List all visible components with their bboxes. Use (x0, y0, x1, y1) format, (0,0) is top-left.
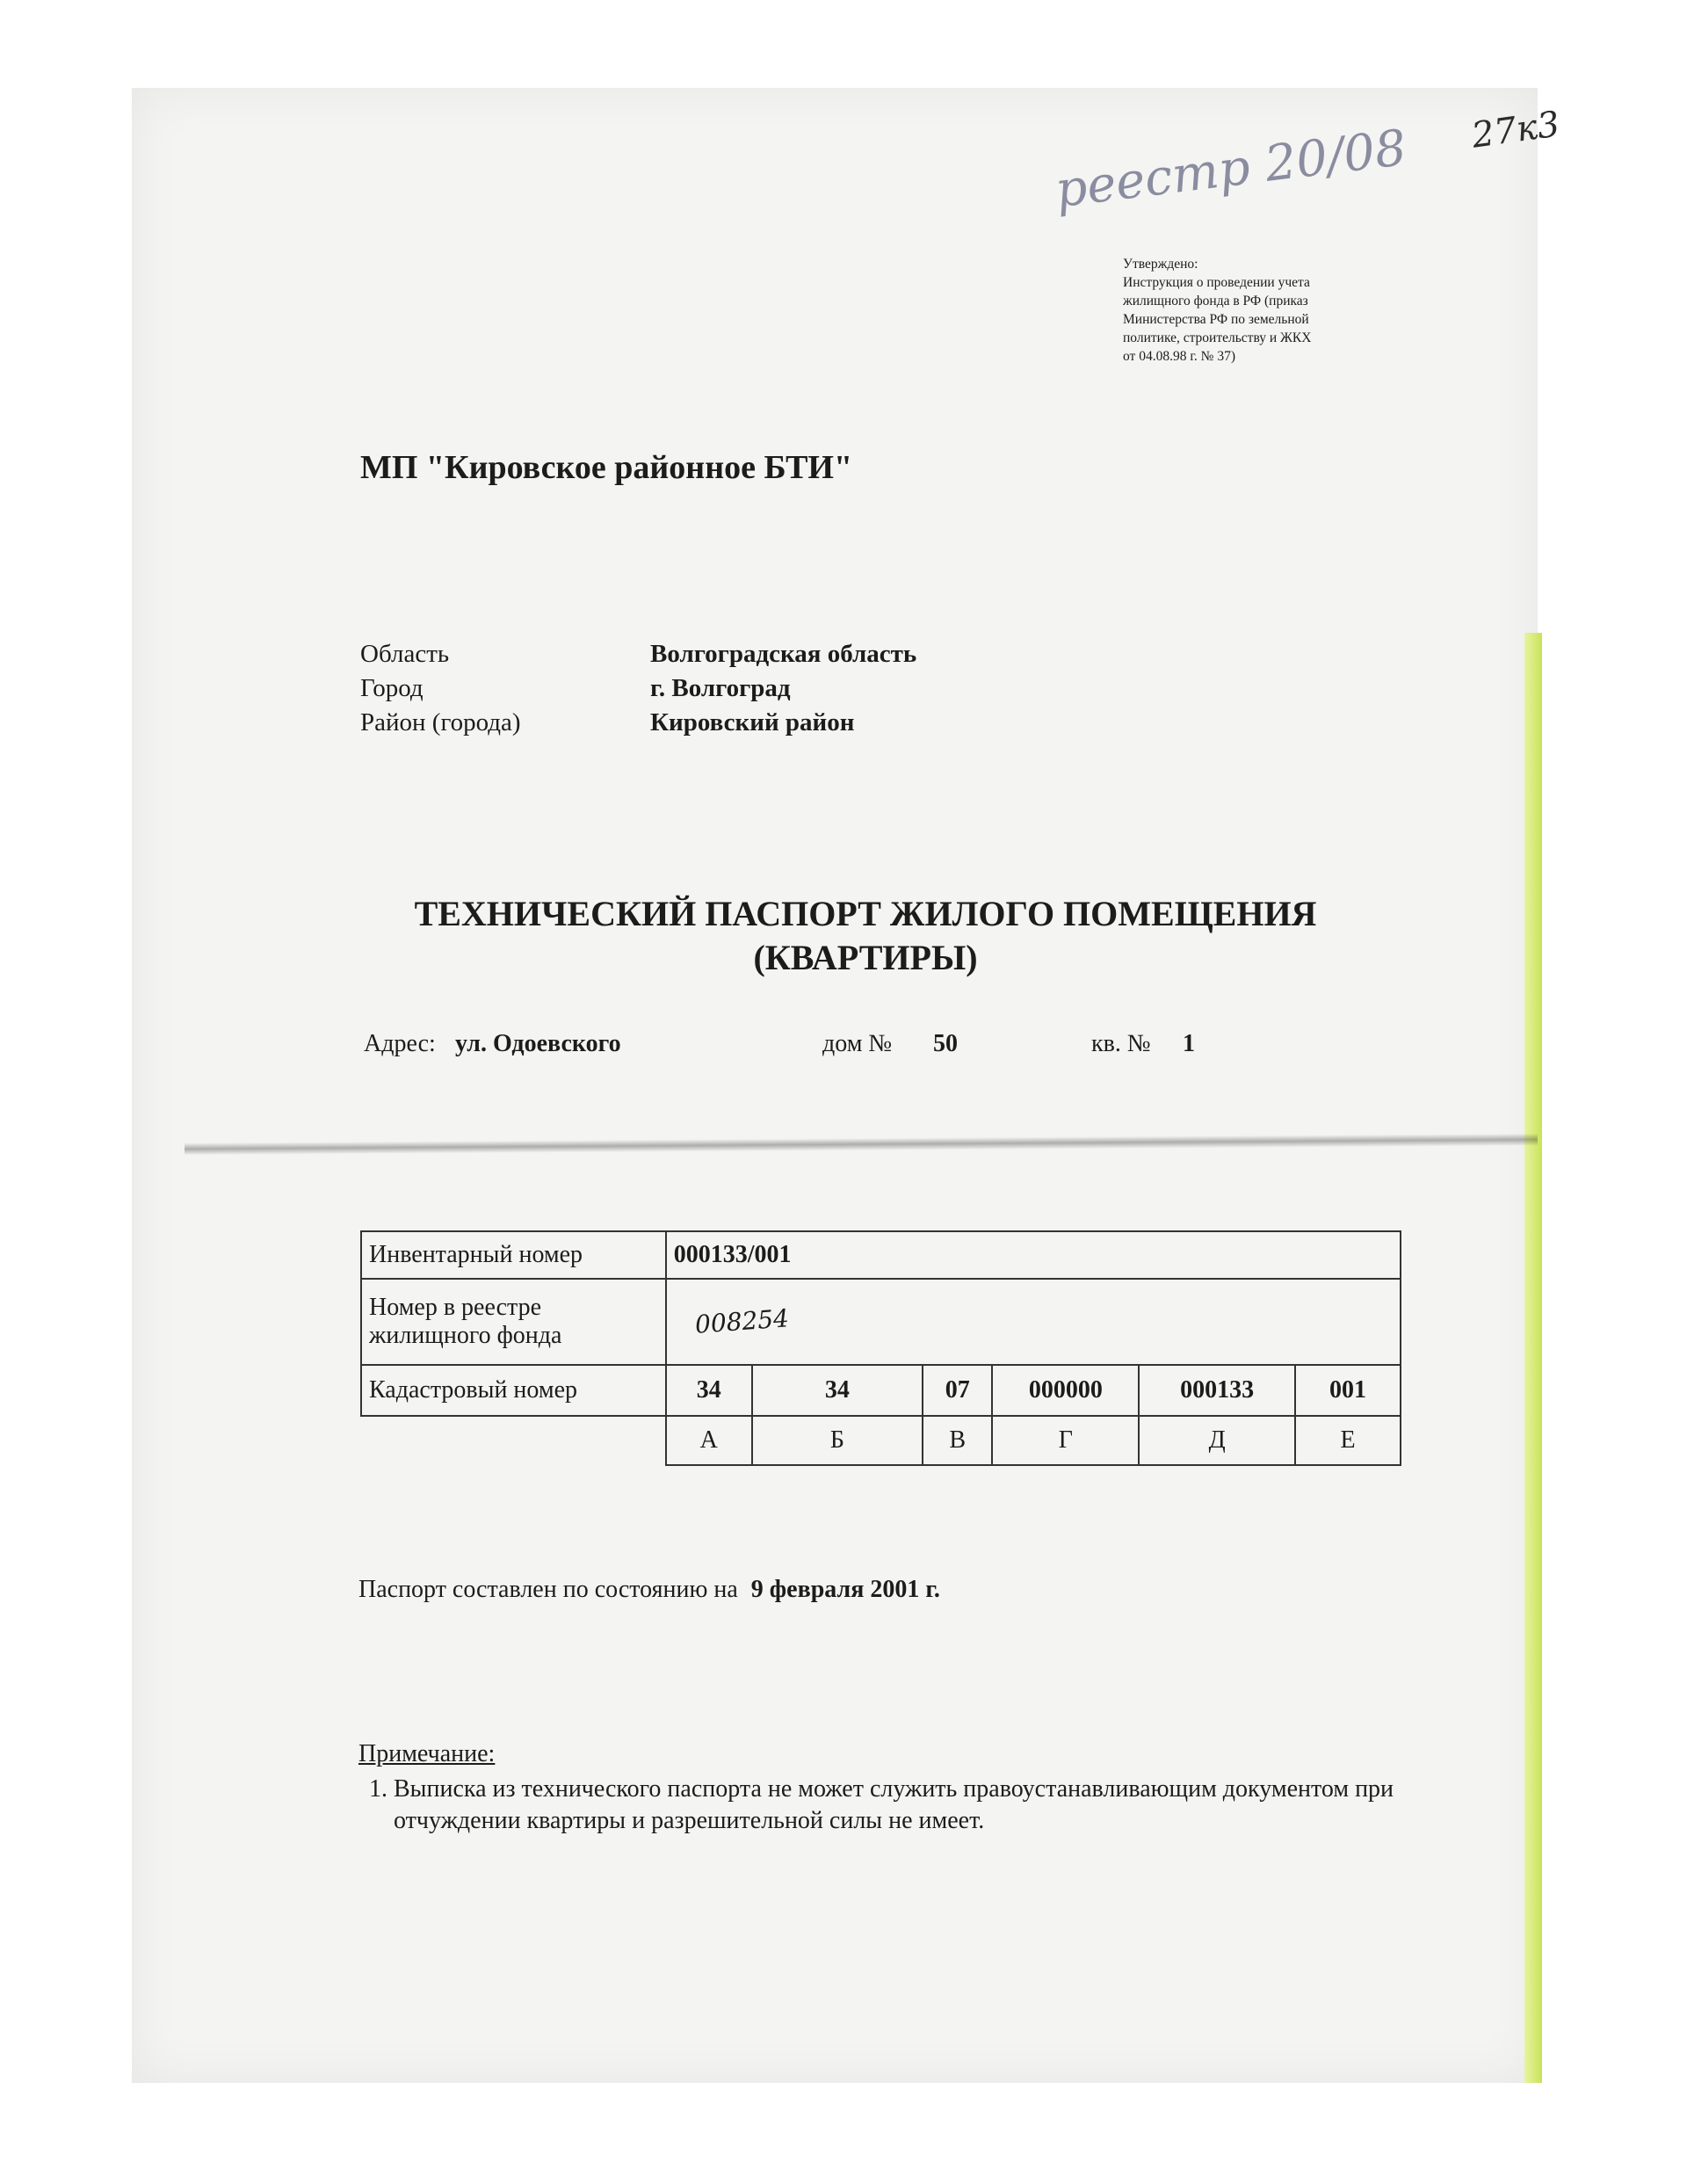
cadastral-letter: А (666, 1416, 752, 1465)
location-label: Район (города) (360, 708, 521, 736)
handwritten-top-note: реестр 20/08 (1052, 119, 1410, 220)
table-row (361, 1365, 1401, 1416)
approval-line: Министерства РФ по земельной (1123, 312, 1309, 327)
registry-value-cell (666, 1279, 1401, 1365)
approval-line: политике, строительству и ЖКХ (1123, 330, 1312, 345)
table-row (361, 1231, 1401, 1279)
codes-table (360, 1230, 1401, 1466)
handwritten-corner-note: 27к3 (1469, 104, 1562, 156)
note-heading: Примечание: (358, 1740, 496, 1767)
registry-label: Номер в реестре жилищного фонда (361, 1279, 666, 1365)
location-value: Кировский район (650, 708, 855, 736)
cadastral-part: 34 (666, 1365, 752, 1416)
cadastral-part: 001 (1295, 1365, 1401, 1416)
registry-value: 008254 (693, 1303, 790, 1339)
cadastral-letter: Е (1295, 1416, 1401, 1465)
approval-line: Инструкция о проведении учета (1123, 275, 1310, 290)
title-line-1: ТЕХНИЧЕСКИЙ ПАСПОРТ ЖИЛОГО ПОМЕЩЕНИЯ (414, 894, 1317, 933)
note-item: 1. Выписка из технического паспорта не может служить правоустанавливающим документом при отчуждении квартиры и разрешительной силы не имеет. (394, 1774, 1413, 1837)
state-date: 9 февраля 2001 г. (750, 1576, 940, 1603)
location-row (360, 706, 916, 740)
house-label: дом № (822, 1030, 893, 1057)
cadastral-part: 000000 (992, 1365, 1139, 1416)
inventory-label: Инвентарный номер (361, 1231, 666, 1279)
organization-name: МП "Кировское районное БТИ" (360, 449, 853, 486)
cadastral-letter: Д (1139, 1416, 1295, 1465)
apartment-label: кв. № (1091, 1030, 1151, 1057)
cadastral-letter: Г (992, 1416, 1139, 1465)
table-row (361, 1416, 1401, 1465)
cadastral-label: Кадастровый номер (361, 1365, 666, 1416)
location-label: Город (360, 674, 424, 702)
title-line-2: (КВАРТИРЫ) (753, 938, 978, 977)
location-row (360, 637, 916, 671)
state-text: Паспорт составлен по состоянию на (358, 1576, 738, 1603)
note-list (358, 1774, 1413, 1837)
apartment-number: 1 (1183, 1030, 1195, 1057)
address-street: ул. Одоевского (455, 1030, 621, 1057)
cadastral-part: 000133 (1139, 1365, 1295, 1416)
location-block (360, 637, 916, 740)
document-title (360, 892, 1371, 980)
cadastral-part: 07 (923, 1365, 993, 1416)
inventory-value: 000133/001 (666, 1231, 1401, 1279)
approval-line: от 04.08.98 г. № 37) (1123, 349, 1236, 364)
approval-line: жилищного фонда в РФ (приказ (1123, 294, 1308, 308)
cadastral-letter: В (923, 1416, 993, 1465)
location-label: Область (360, 640, 450, 668)
location-row (360, 671, 916, 706)
approval-title: Утверждено: (1123, 257, 1198, 272)
passport-state-line (358, 1576, 940, 1604)
house-number: 50 (933, 1030, 958, 1057)
location-value: г. Волгоград (650, 674, 791, 702)
approval-block (1123, 255, 1387, 366)
table-row (361, 1279, 1401, 1365)
cadastral-letter: Б (752, 1416, 923, 1465)
green-folder-edge (1524, 633, 1542, 2083)
location-value: Волгоградская область (650, 640, 917, 668)
address-label: Адрес: (364, 1030, 436, 1057)
note-block (358, 1738, 1413, 1837)
cadastral-part: 34 (752, 1365, 923, 1416)
